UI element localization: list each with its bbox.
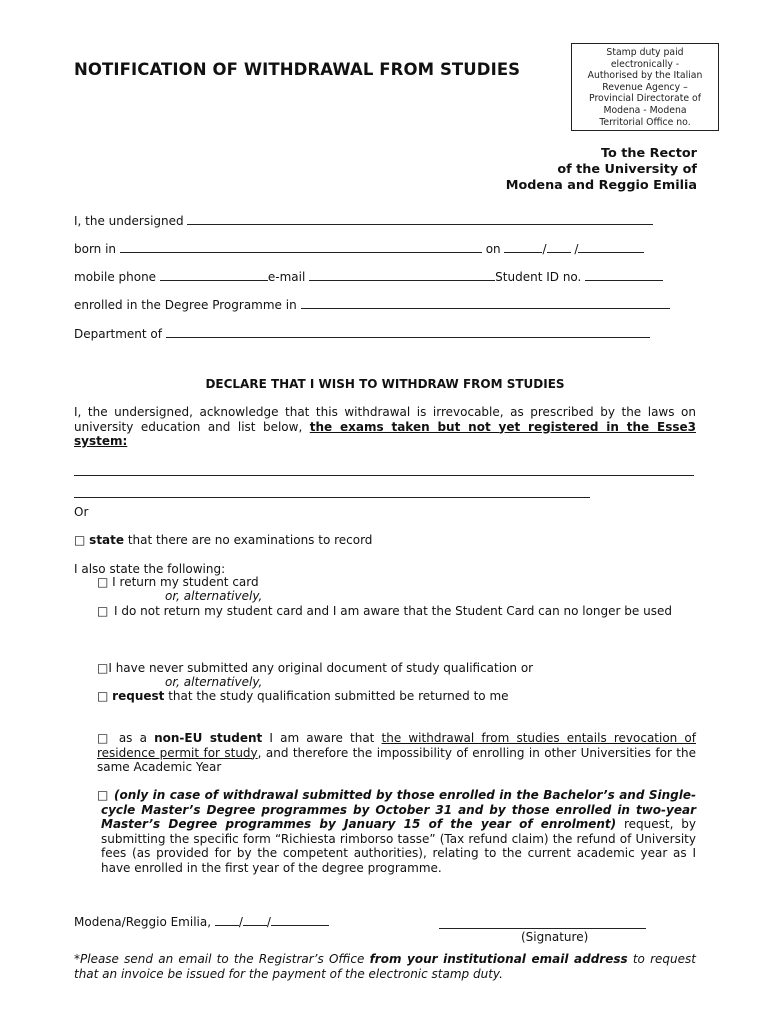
- date-slash: /: [542, 242, 547, 256]
- non-eu-option: [97, 731, 696, 775]
- request-return-checkbox[interactable]: □: [97, 689, 109, 703]
- stamp-line: Provincial Directorate of: [589, 93, 701, 105]
- stamp-line: Territorial Office no.: [599, 116, 691, 128]
- student-id-label: Student ID no.: [495, 270, 582, 284]
- non-eu-prefix: as a: [111, 731, 155, 745]
- recipient-block: [506, 146, 697, 194]
- never-submitted-text: I have never submitted any original document of study qualification or: [108, 661, 534, 675]
- stamp-line: electronically -: [610, 58, 680, 70]
- no-exams-checkbox[interactable]: □: [74, 533, 86, 547]
- footnote: [74, 952, 696, 981]
- on-label: on: [485, 242, 501, 256]
- department-label: Department of: [74, 327, 162, 341]
- signature-label: (Signature): [521, 930, 589, 944]
- return-card-option: [97, 575, 259, 589]
- not-return-card-checkbox-wrap: [97, 604, 108, 618]
- stamp-line: Authorised by the Italian: [587, 70, 703, 82]
- signature-field[interactable]: [439, 928, 646, 929]
- page-title: NOTIFICATION OF WITHDRAWAL FROM STUDIES: [74, 60, 521, 79]
- undersigned-field[interactable]: [187, 214, 653, 225]
- mobile-field[interactable]: [160, 270, 268, 281]
- no-exams-option: [74, 533, 372, 547]
- acknowledgement-text: I, the undersigned, acknowledge that this withdrawal is irrevocable, as prescribed by the laws on university education and list below,: [74, 405, 696, 434]
- state-bold: state: [89, 533, 125, 547]
- birth-month-field[interactable]: [547, 242, 571, 253]
- birth-year-field[interactable]: [578, 242, 644, 253]
- place-date-row: [74, 915, 329, 929]
- refund-condition-text: (only in case of withdrawal submitted by those enrolled in the Bachelor’s and Single-cycle Master’s Degree programmes by October 31 and by those enrolled in two-year Master’s Degree programmes by January 15 of the year of enrolment): [101, 788, 696, 831]
- refund-checkbox[interactable]: □: [97, 788, 109, 802]
- or-label: Or: [74, 505, 89, 519]
- not-return-card-text: I do not return my student card and I am aware that the Student Card can no longer be used: [114, 604, 672, 618]
- not-return-card-checkbox[interactable]: □: [97, 604, 109, 618]
- non-eu-checkbox[interactable]: □: [97, 731, 112, 745]
- degree-label: enrolled in the Degree Programme in: [74, 298, 297, 312]
- qualification-alternatively-text: or, alternatively,: [165, 675, 263, 689]
- sign-day-field[interactable]: [215, 915, 239, 926]
- refund-option: [101, 788, 696, 875]
- footnote-part1: *Please send an email to the Registrar’s Office: [74, 952, 370, 966]
- state-text: that there are no examinations to record: [124, 533, 373, 547]
- place-label: Modena/Reggio Emilia,: [74, 915, 212, 929]
- recipient-line: Modena and Reggio Emilia: [505, 178, 697, 193]
- stamp-duty-box: [571, 43, 719, 131]
- never-submitted-checkbox[interactable]: □: [97, 661, 109, 675]
- degree-row: [74, 298, 670, 312]
- student-id-field[interactable]: [585, 270, 663, 281]
- sign-month-field[interactable]: [243, 915, 267, 926]
- refund-request-text: request, by submitting the specific form “Richiesta rimborso tasse” (Tax refund claim) the refund of University fees (as provided for by the competent authorities), relating to the current academic year as I have enrolled in the first year of the degree programme.: [101, 817, 696, 875]
- stamp-line: Modena - Modena: [603, 104, 687, 116]
- return-card-text: I return my student card: [112, 575, 259, 589]
- non-eu-suffix: , and therefore the impossibility of enrolling in other Universities for the same Academic Year: [97, 745, 696, 774]
- exams-line-1[interactable]: [74, 475, 694, 476]
- request-bold: request: [112, 689, 165, 703]
- department-field[interactable]: [166, 327, 650, 338]
- footnote-part2: to request that an invoice be issued for the payment of the electronic stamp duty.: [74, 952, 696, 981]
- card-alternatively-text: or, alternatively,: [165, 589, 263, 603]
- footnote-bold: from your institutional email address: [369, 952, 628, 966]
- contact-row: [74, 270, 663, 284]
- exams-line-2[interactable]: [74, 497, 590, 498]
- never-submitted-option: [97, 661, 533, 675]
- born-row: [74, 242, 644, 256]
- stamp-line: Stamp duty paid: [606, 47, 684, 58]
- sign-year-field[interactable]: [271, 915, 329, 926]
- stamp-line: Revenue Agency –: [602, 81, 688, 93]
- date-slash: /: [574, 242, 579, 256]
- mobile-label: mobile phone: [74, 270, 157, 284]
- request-return-option: [97, 689, 509, 703]
- declaration-heading: DECLARE THAT I WISH TO WITHDRAW FROM STUDIES: [205, 377, 565, 391]
- recipient-line: To the Rector: [601, 146, 697, 161]
- birth-day-field[interactable]: [504, 242, 542, 253]
- date-slash: /: [266, 915, 271, 929]
- exams-not-registered-text: the exams taken but not yet registered in the Esse3 system:: [74, 419, 696, 448]
- degree-field[interactable]: [301, 298, 670, 309]
- email-label: e-mail: [267, 270, 306, 284]
- also-state-label: I also state the following:: [74, 562, 226, 576]
- department-row: [74, 327, 650, 341]
- non-eu-underlined: the withdrawal from studies entails revocation of residence permit for study: [97, 731, 696, 760]
- return-card-checkbox[interactable]: □: [97, 575, 109, 589]
- acknowledgement-paragraph: [74, 405, 696, 449]
- born-in-field[interactable]: [120, 242, 482, 253]
- non-eu-bold: non-EU student: [154, 731, 263, 745]
- non-eu-mid: I am aware that: [262, 731, 382, 745]
- recipient-line: of the University of: [557, 162, 697, 177]
- born-in-label: born in: [74, 242, 117, 256]
- email-field[interactable]: [309, 270, 495, 281]
- undersigned-row: [74, 214, 653, 228]
- request-return-text: that the study qualification submitted be returned to me: [164, 689, 509, 703]
- undersigned-label: I, the undersigned: [74, 214, 184, 228]
- date-slash: /: [238, 915, 243, 929]
